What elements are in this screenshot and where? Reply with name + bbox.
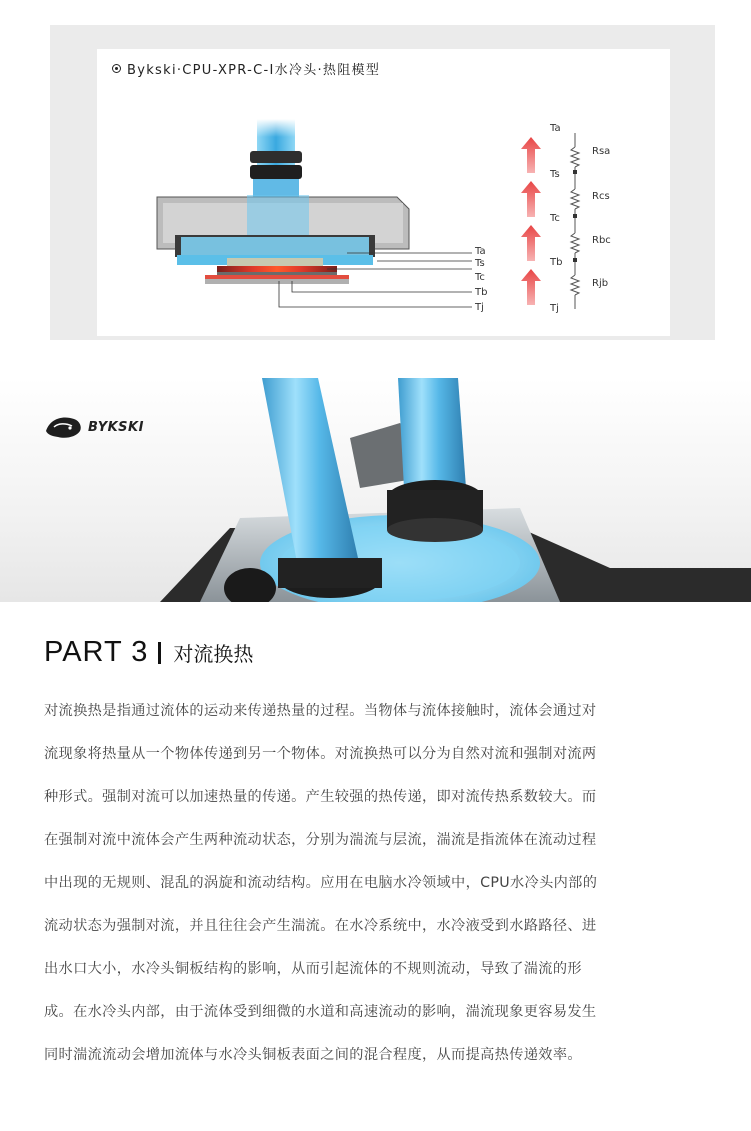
section-body (44, 690, 724, 1077)
product-banner (0, 378, 751, 602)
body-line: 流动状态为强制对流，并且往往会产生湍流。在水冷系统中，水冷液受到水路路径、进 (44, 918, 597, 934)
thermal-resistor-chain (571, 133, 579, 309)
body-line: 流现象将热量从一个物体传递到另一个物体。对流换热可以分为自然对流和强制对流两 (44, 746, 597, 762)
body-line: 对流换热是指通过流体的运动来传递热量的过程。当物体与流体接触时，流体会通过对 (44, 703, 597, 719)
callout-label: Tc (475, 272, 485, 283)
temp-label: Ts (550, 169, 560, 180)
callout-label: Tj (475, 302, 484, 313)
thermal-model-diagram (97, 49, 670, 336)
resistor-label: Rbc (592, 235, 611, 246)
heading-divider (158, 642, 161, 664)
part-number: PART 3 (44, 636, 149, 668)
diagram-card (97, 49, 670, 336)
diagram-panel (50, 25, 715, 340)
body-line: 中出现的无规则、混乱的涡旋和流动结构。应用在电脑水冷领域中，CPU水冷头内部的 (44, 875, 598, 891)
section-title: 对流换热 (173, 642, 254, 666)
resistor-label: Rsa (592, 146, 611, 157)
dragon-logo-icon (44, 413, 84, 441)
body-line: 在强制对流中流体会产生两种流动状态，分别为湍流与层流，湍流是指流体在流动过程 (44, 832, 597, 848)
temp-label: Tc (550, 213, 560, 224)
body-line: 成。在水冷头内部，由于流体受到细微的水道和高速流动的影响，湍流现象更容易发生 (44, 1004, 597, 1020)
body-line: 种形式。强制对流可以加速热量的传递。产生较强的热传递，即对流传热系数较大。而 (44, 789, 597, 805)
water-tube (250, 119, 302, 197)
heat-flow-arrows (521, 137, 541, 305)
brand-wordmark: BYKSKI (88, 419, 144, 435)
callout-label: Ts (475, 258, 485, 269)
section-heading (44, 636, 253, 669)
callout-label: Ta (475, 246, 486, 257)
resistor-label: Rcs (592, 191, 610, 202)
waterblock-housing (157, 195, 409, 284)
resistor-label: Rjb (592, 278, 609, 289)
brand-logo (44, 413, 144, 441)
body-line: 出水口大小，水冷头铜板结构的影响，从而引起流体的不规则流动，导致了湍流的形 (44, 961, 582, 977)
diagram-title: Bykski·CPU-XPR-C-I水冷头·热阻模型 (112, 59, 380, 78)
waterblock-photo (0, 378, 751, 602)
callout-label: Tb (475, 287, 488, 298)
temp-label: Tb (550, 257, 563, 268)
temp-label: Ta (550, 123, 561, 134)
body-line: 同时湍流流动会增加流体与水冷头铜板表面之间的混合程度，从而提高热传递效率。 (44, 1047, 582, 1063)
temp-label: Tj (550, 303, 559, 314)
